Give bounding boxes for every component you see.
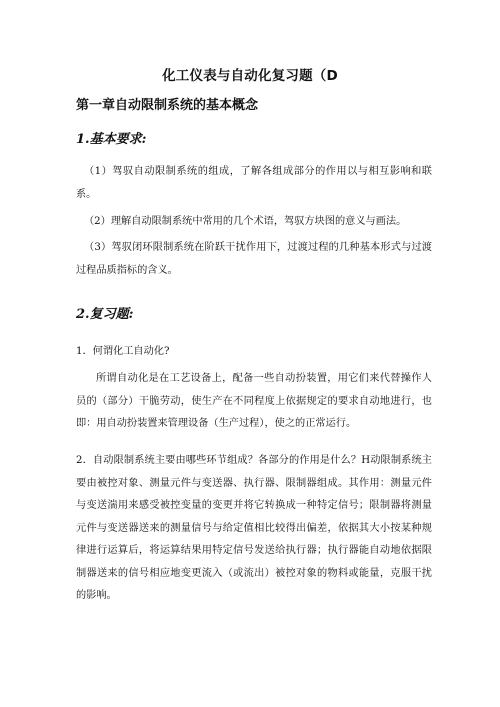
question-2-answer: 2．自动限制系统主要由哪些环节组成？各部分的作用是什么？H动限制系统主要由被控对象、测量元件与变送器、执行器、限制器组成。其作用：测量元件与变送湍用来感受被控变量的变更并将它转换成一种特定信号；限制器将测量元件与变送器送来的测量信号与给定值相比较得出偏差，依据其大小按某种规律进行运算后，将运算结果用特定信号发送给执行器；执行器能自动地依据限制器送来的信号相应地变更流入（或流出）被控对象的物料或能量，克服干扰的影响。	[76, 455, 432, 601]
chapter-heading: 第一章自动限制系统的基本概念	[76, 98, 259, 113]
requirement-item-3: （3）驾驭闭环限制系统在阶跃干扰作用下，过渡过程的几种基本形式与过渡过程品质指标的含义。	[76, 242, 432, 276]
document-title: 化工仪表与自动化复习题（D	[162, 68, 338, 84]
requirement-item-2: （2）理解自动限制系统中常用的几个术语，驾驭方块图的意义与画法。	[84, 216, 407, 227]
section-heading-review: 2.复习题:	[76, 307, 134, 322]
section-heading-requirements: 1.基本要求:	[76, 132, 147, 147]
requirement-item-1: （1）驾驭自动限制系统的组成，了解各组成部分的作用以与相互影响和联系。	[76, 166, 432, 200]
question-1: 1．何谓化工自动化?	[76, 346, 170, 357]
answer-1: 所谓自动化是在工艺设备上，配备一些自动扮装置，用它们来代替操作人员的（部分）干脆劳动，使生产在不同程度上依据规定的要求自动地进行，也即：用自动扮装置来管理设备（生产过程），使之的正常运行。	[76, 373, 432, 429]
